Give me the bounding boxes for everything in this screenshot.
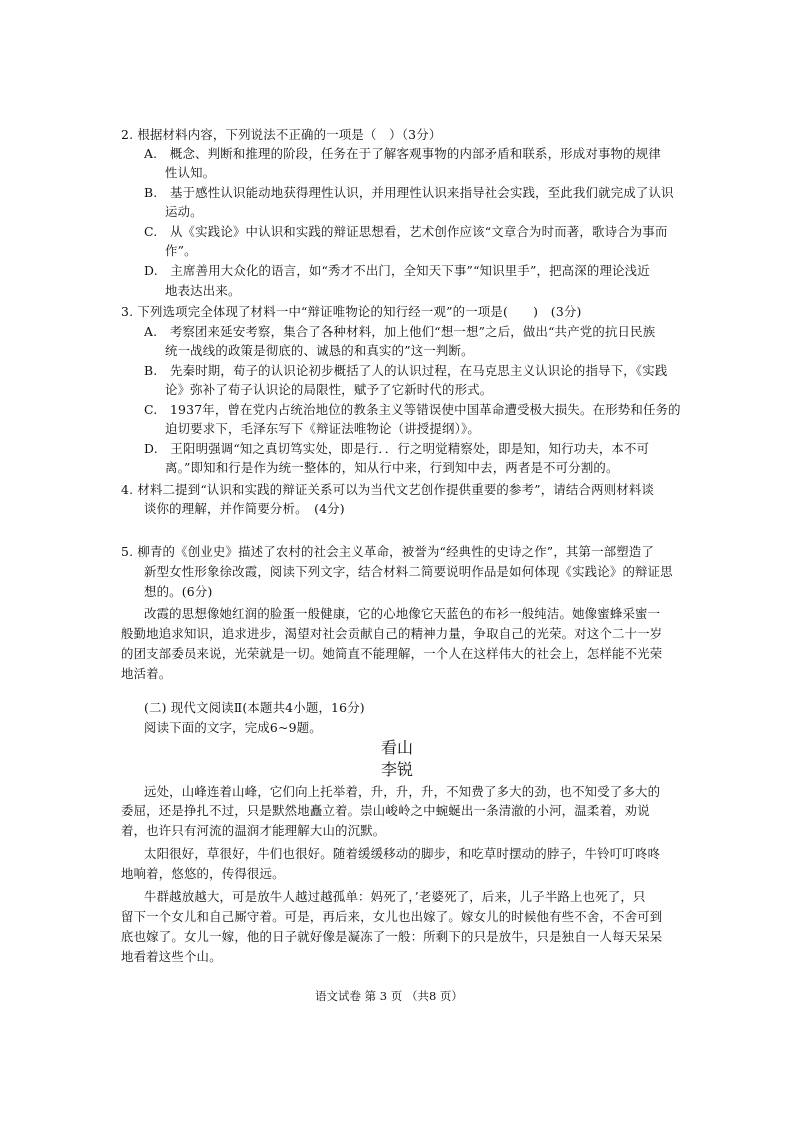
article-p2-line1: 太阳很好，草很好，牛们也很好。随着缓缓移动的脚步，和吃草时摆动的脖子，牛铃叮叮咚咚 (144, 846, 661, 861)
question-4-line2: 谈你的理解，并作简要分析。 (4分) (144, 501, 345, 516)
q3-option-c-line2: 迫切要求下，毛泽东写下《辩证法唯物论（讲授提纲）》。 (165, 421, 480, 436)
article-p1-line2: 委屈，还是挣扎不过，只是默然地矗立着。崇山峻岭之中蜿蜒出一条清澈的小河，温柔着，劝说 (121, 803, 650, 818)
article-p3-line1: 牛群越放越大，可是放牛人越过越孤单：妈死了，’老婆死了，后来，儿子半路上也死了，只 (144, 889, 646, 904)
excerpt-line4: 地活着。 (121, 666, 172, 681)
section-instruction: 阅读下面的文字，完成6~9题。 (144, 720, 322, 735)
article-p3-line2: 留下一个女儿和自己厮守着。可是，再后来，女儿也出嫁了。嫁女儿的时候他有些不舍，不舍可到 (121, 909, 663, 924)
question-4-line1: 4. 材料二提到“认识和实践的辩证关系可以为当代文艺创作提供重要的参考”，请结合两则材料谈 (121, 482, 655, 497)
question-5-line1: 5. 柳青的《创业史》描述了农村的社会主义革命，被誉为“经典性的史诗之作”，其第一部塑造了 (121, 544, 655, 559)
article-author: 李锐 (381, 760, 414, 779)
section-heading: (二) 现代文阅读Ⅱ(本题共4小题，16分) (144, 700, 365, 715)
q2-option-c-line1: C. 从《实践论》中认识和实践的辩证思想看，艺术创作应该“文章合为时而著，歌诗合为事而 (144, 224, 668, 239)
article-title: 看山 (381, 738, 414, 757)
q3-option-d-line1: D. 王阳明强调“知之真切笃实处，即是行．．行之明觉精察处，即是知，知行功夫，本不可 (144, 441, 650, 456)
q2-option-a-line2: 性认知。 (165, 165, 216, 180)
q2-option-d-line2: 地表达出来。 (165, 283, 241, 298)
q3-option-d-line2: 离。”即知和行是作为统一整体的，知从行中来，行到知中去，两者是不可分割的。 (165, 460, 619, 475)
question-3-stem: 3. 下列选项完全体现了材料一中“辩证唯物论的知行经一观”的一项是( ) (3分) (121, 304, 582, 319)
q3-option-b-line2: 论》弥补了荀子认识论的局限性，赋予了它新时代的形式。 (165, 382, 493, 397)
q3-option-c-line1: C. 1937年，曾在党内占统治地位的教条主义等错误使中国革命遭受极大损失。在形势和任务的 (144, 402, 681, 417)
article-p1-line1: 远处，山峰连着山峰，它们向上托举着，升，升，升，不知费了多大的劲，也不知受了多大的 (144, 784, 661, 799)
article-p1-line3: 着，也许只有河流的温润才能理解大山的沉默。 (121, 823, 386, 838)
question-5-line3: 想的。(6分) (144, 584, 213, 599)
q2-option-c-line2: 作”。 (165, 243, 197, 258)
excerpt-line1: 改霞的思想像她红润的脸蛋一般健康，它的心地像它天蓝色的布衫一般纯洁。她像蜜蜂采蜜一 (144, 606, 661, 621)
question-2-stem: 2. 根据材料内容，下列说法不正确的一项是（ ）（3分） (121, 127, 442, 142)
q3-option-b-line1: B. 先秦时期，荀子的认识论初步概括了人的认识过程，在马克思主义认识论的指导下，《实践 (144, 363, 668, 378)
article-p2-line2: 地响着，悠悠的，传得很远。 (121, 866, 285, 881)
q2-option-b-line1: B. 基于感性认识能动地获得理性认识，并用理性认识来指导社会实践，至此我们就完成了认识 (144, 185, 674, 200)
article-p3-line3: 底也嫁了。女儿一嫁，他的日子就好像是凝冻了一般：所剩下的只是放牛，只是独自一人每天呆呆 (121, 929, 663, 944)
q2-option-b-line2: 运动。 (165, 204, 203, 219)
q3-option-a-line1: A. 考察团来延安考察，集合了各种材料，加上他们“想一想”之后，做出“共产党的抗日民族 (144, 324, 656, 339)
q3-option-a-line2: 统一战线的政策是彻底的、诚恳的和真实的”这一判断。 (165, 343, 474, 358)
question-5-line2: 新型女性形象徐改霞，阅读下列文字，结合材料二简要说明作品是如何体现《实践论》的辩证思 (144, 564, 673, 579)
article-p3-line4: 地看着这些个山。 (121, 949, 222, 964)
page-footer: 语文试卷 第 3 页 （共8 页） (315, 989, 463, 1003)
excerpt-line3: 的团支部委员来说，光荣就是一切。她简直不能理解，一个人在这样伟大的社会上，怎样能不光荣 (121, 646, 663, 661)
excerpt-line2: 般勤地追求知识，追求进步，渴望对社会贡献自己的精神力量，争取自己的光荣。对这个二十一岁 (121, 626, 663, 641)
q2-option-d-line1: D. 主席善用大众化的语言，如“秀才不出门，全知天下事”“知识里手”，把高深的理论浅近 (144, 263, 650, 278)
q2-option-a-line1: A. 概念、判断和推理的阶段，任务在于了解客观事物的内部矛盾和联系，形成对事物的规律 (144, 146, 661, 161)
